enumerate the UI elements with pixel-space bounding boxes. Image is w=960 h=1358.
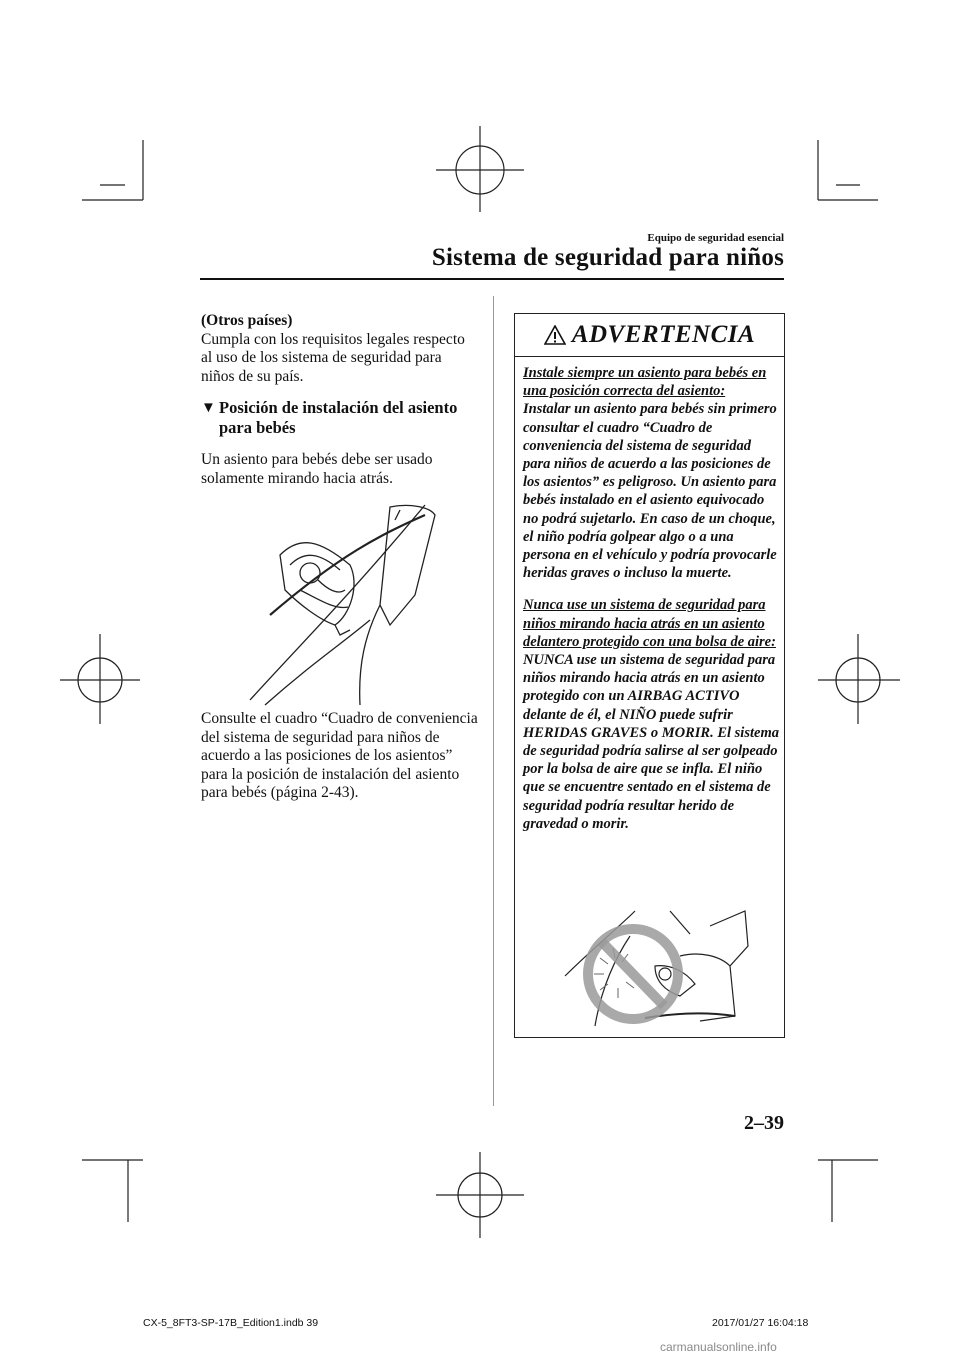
section-paragraph: Un asiento para bebés debe ser usado solamente mirando hacia atrás.: [201, 451, 433, 487]
page-number: 2–39: [744, 1112, 784, 1134]
warning-header: [515, 314, 784, 357]
no-rear-facing-airbag-illustration: [560, 906, 750, 1031]
infant-seat-illustration: [240, 495, 440, 710]
footer-filename: CX-5_8FT3-SP-17B_Edition1.indb 39: [143, 1317, 319, 1329]
left-column: [201, 312, 479, 488]
page-title: Sistema de seguridad para niños: [431, 244, 784, 271]
header-section-label: Equipo de seguridad esencial: [647, 232, 784, 244]
region-subtitle: (Otros países): [201, 312, 293, 329]
header-rule: [200, 278, 784, 280]
column-divider: [493, 296, 494, 1106]
reference-block: [201, 710, 479, 803]
footer-timestamp: 2017/01/27 16:04:18: [712, 1317, 809, 1329]
warning-body: [523, 364, 781, 833]
intro-paragraph: Cumpla con los requisitos legales respecto al uso de los sistema de seguridad para niños de su país.: [201, 330, 465, 385]
section-heading: [201, 398, 479, 438]
warning-box: [514, 313, 785, 1038]
warning-heading-2: Nunca use un sistema de seguridad para niños mirando hacia atrás en un asiento delantero protegido con una bolsa de aire:: [523, 597, 776, 650]
warning-triangle-icon: [544, 325, 566, 345]
warning-text-1: Instalar un asiento para bebés sin primero consultar el cuadro “Cuadro de conveniencia del sistema de seguridad para niños de acuerdo a las posiciones de los asientos” es peligroso. Un asiento para bebés instalado en el asiento equivocado no podrá sujetarlo. En caso de un choque, el niño podría golpear algo o a una persona en el vehículo y podría provocarle heridas graves o incluso la muerte.: [523, 401, 777, 582]
warning-title: ADVERTENCIA: [571, 321, 756, 348]
triangle-down-icon: ▼: [201, 400, 216, 416]
warning-heading-1: Instale siempre un asiento para bebés en una posición correcta del asiento:: [523, 365, 767, 400]
warning-text-2: NUNCA use un sistema de seguridad para niños mirando hacia atrás en un asiento protegido con un AIRBAG ACTIVO delante de él, el NIÑO puede sufrir HERIDAS GRAVES o MORIR. El sistema de seguridad podría salirse al ser golpeado por la bolsa de aire que se infla. El niño que se encuentre sentado en el sistema de seguridad podría resultar herido de gravedad o morir.: [523, 652, 779, 832]
section-heading-text: Posición de instalación del asiento para bebés: [219, 398, 458, 437]
watermark: carmanualsonline.info: [660, 1340, 777, 1354]
reference-paragraph: Consulte el cuadro “Cuadro de conveniencia del sistema de seguridad para niños de acuerdo a las posiciones de los asientos” para la posición de instalación del asiento para bebés (página 2-43).: [201, 710, 478, 801]
